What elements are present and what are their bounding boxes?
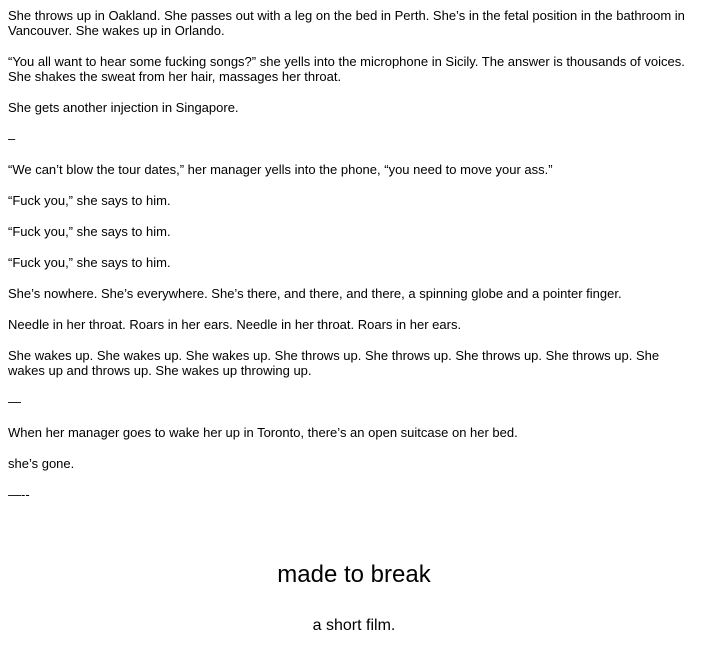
section-divider: – (8, 131, 16, 146)
section-divider: —-- (8, 487, 30, 502)
paragraph-fuck-you-1: “Fuck you,” she says to him. (8, 193, 171, 208)
paragraph-nowhere: She’s nowhere. She’s everywhere. She’s there, and there, and there, a spinning globe and a pointer finger. (8, 286, 622, 301)
paragraph-fuck-you-2: “Fuck you,” she says to him. (8, 224, 171, 239)
paragraph-manager-call: “We can’t blow the tour dates,” her manager yells into the phone, “you need to move your ass.” (8, 162, 553, 177)
paragraph-singapore: She gets another injection in Singapore. (8, 100, 239, 115)
paragraph-wakes-up: She wakes up. She wakes up. She wakes up. She throws up. She throws up. She throws up. She throws up. She wakes up and throws up. She wakes up throwing up. (8, 348, 660, 378)
film-title: made to break (277, 561, 431, 588)
paragraph-shes-gone: she’s gone. (8, 456, 75, 471)
paragraph-needle: Needle in her throat. Roars in her ears. Needle in her throat. Roars in her ears. (8, 317, 462, 332)
paragraph-fuck-you-3: “Fuck you,” she says to him. (8, 255, 171, 270)
section-divider: — (8, 394, 21, 409)
paragraph-oakland: She throws up in Oakland. She passes out with a leg on the bed in Perth. She’s in the fetal position in the bathroom in Vancouver. She wakes up in Orlando. (8, 8, 685, 38)
paragraph-toronto: When her manager goes to wake her up in Toronto, there’s an open suitcase on her bed. (8, 425, 518, 440)
document-body (8, 8, 698, 518)
film-title-block (0, 560, 708, 636)
paragraph-sicily: “You all want to hear some fucking songs?” she yells into the microphone in Sicily. The answer is thousands of voices. She shakes the sweat from her hair, massages her throat. (8, 54, 685, 84)
film-subtitle: a short film. (312, 617, 396, 634)
